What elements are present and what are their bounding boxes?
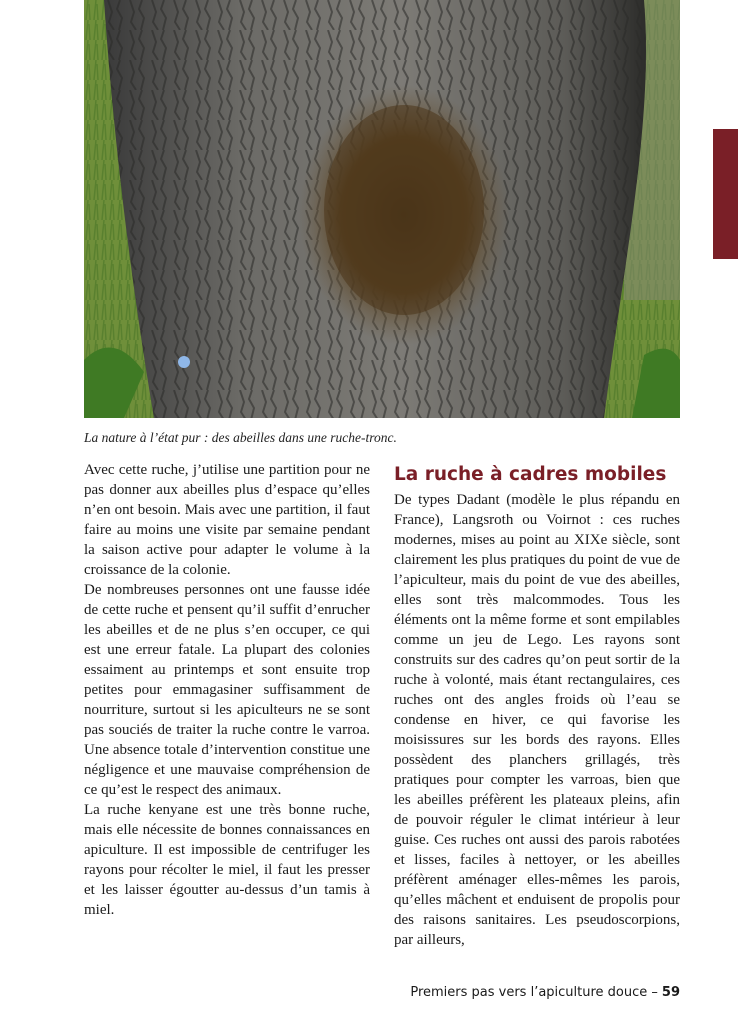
paragraph: De nombreuses personnes ont une fausse idée de cette ruche et pensent qu’il suffit d’enrucher les abeilles et de ne plus s’en occuper, ce qui est une erreur fatale. La plupart des colonies essaiment au printemps et sont ensuite trop petites pour emmagasiner suffisamment de nourriture, surtout si les apiculteurs ne se sont pas souciés de traiter la ruche contre le varroa. Une absence totale d’intervention constitue une négligence et une mauvaise compréhension de ce qu’est le respect des animaux. xyxy=(84,582,370,798)
paragraph: La ruche kenyane est une très bonne ruche, mais elle nécessite de bonnes connaissances en apiculture. Il est impossible de centrifuger les rayons pour récolter le miel, il faut les presser et les laisser égoutter au-dessus d’un tamis à miel. xyxy=(84,802,370,918)
right-column xyxy=(394,462,680,950)
bee-tree-photo xyxy=(84,0,680,418)
chapter-tab xyxy=(713,129,738,259)
page-number: 59 xyxy=(661,985,680,1000)
page-footer xyxy=(410,985,680,1000)
paragraph: De types Dadant (modèle le plus répandu en France), Langsroth ou Voirnot : ces ruches modernes, mises au point au XIXe siècle, sont clairement les plus pratiques du point de vue de l’apiculteur, mais du point de vue des abeilles, elles sont très malcommodes. Tous les éléments ont la même forme et sont empilables comme un jeu de Lego. Les rayons sont construits sur des cadres qu’on peut sortir de la ruche à volonté, mais étant rectangulaires, ces ruches ont des angles froids où l’eau se condense en hiver, ce qui favorise les moisissures sur les bords des rayons. Elles possèdent des planchers grillagés, très pratiques pour compter les varroas, bien que les abeilles préfèrent les plateaux pleins, afin de pouvoir réguler le climat intérieur à leur guise. Ces ruches ont aussi des parois rabotées et lisses, faciles à nettoyer, or les abeilles préfèrent aménager elles-mêmes les parois, qu’elles mâchent et enduisent de propolis pour des raisons sanitaires. Les pseudoscorpions, par ailleurs, xyxy=(394,492,680,948)
photo-caption: La nature à l’état pur : des abeilles dans une ruche-tronc. xyxy=(84,430,397,445)
book-title: Premiers pas vers l’apiculture douce – xyxy=(410,985,658,1000)
left-column xyxy=(84,460,370,920)
paragraph: Avec cette ruche, j’utilise une partition pour ne pas donner aux abeilles plus d’espace qu’elles n’en ont besoin. Mais avec une partition, il faut faire au moins une visite par semaine pendant la saison active pour adapter le volume à la croissance de la colonie. xyxy=(84,462,370,578)
section-heading: La ruche à cadres mobiles xyxy=(394,464,667,485)
